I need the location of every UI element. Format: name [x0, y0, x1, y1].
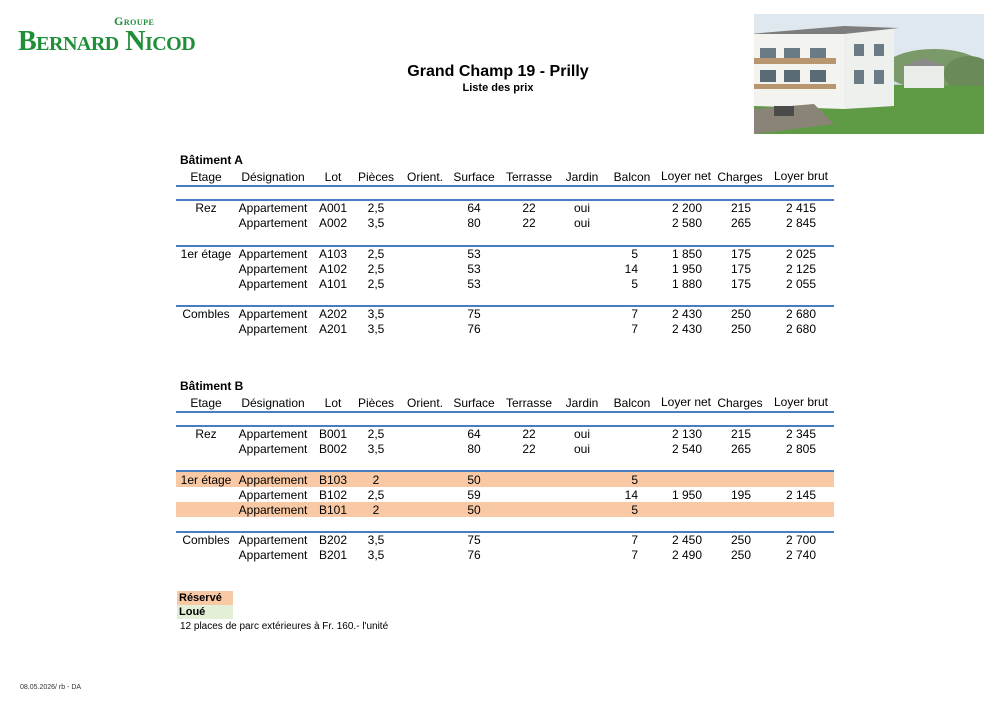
cell-loyer-net: 2 450	[671, 533, 702, 547]
column-header-designation: Désignation	[241, 170, 305, 184]
cell-balcon: 5	[631, 247, 638, 261]
cell-lot: A001	[318, 201, 348, 215]
cell-pieces: 2,5	[367, 427, 385, 441]
cell-loyer-brut: 2 145	[785, 488, 816, 502]
cell-lot: B002	[318, 442, 348, 456]
column-header-charges: Charges	[717, 396, 763, 410]
column-header-jardin: Jardin	[565, 170, 599, 184]
parking-note: 12 places de parc extérieures à Fr. 160.- l'unité	[180, 621, 389, 632]
cell-etage: 1er étage	[180, 247, 232, 261]
cell-pieces: 3,5	[367, 548, 385, 562]
cell-balcon: 5	[631, 473, 638, 487]
cell-surface: 64	[467, 201, 481, 215]
cell-pieces: 2,5	[367, 277, 385, 291]
cell-surface: 50	[467, 503, 481, 517]
cell-loyer-brut: 2 680	[785, 307, 816, 321]
cell-designation: Appartement	[238, 548, 308, 562]
cell-surface: 75	[467, 533, 481, 547]
legend-loue: Loué	[177, 605, 233, 619]
cell-lot: B102	[318, 488, 348, 502]
cell-surface: 80	[467, 216, 481, 230]
cell-loyer-net: 2 490	[671, 548, 702, 562]
cell-surface: 59	[467, 488, 481, 502]
cell-charges: 175	[730, 262, 751, 276]
cell-lot: B103	[318, 473, 348, 487]
cell-jardin: oui	[573, 442, 590, 456]
cell-surface: 76	[467, 322, 481, 336]
cell-lot: A101	[318, 277, 348, 291]
building-photo	[754, 14, 984, 134]
cell-designation: Appartement	[238, 488, 308, 502]
cell-charges: 215	[730, 427, 751, 441]
cell-jardin: oui	[573, 427, 590, 441]
cell-balcon: 5	[631, 277, 638, 291]
cell-charges: 195	[730, 488, 751, 502]
cell-lot: B202	[318, 533, 348, 547]
cell-pieces: 3,5	[367, 216, 385, 230]
cell-etage: 1er étage	[180, 473, 232, 487]
cell-charges: 250	[730, 322, 751, 336]
cell-terrasse: 22	[522, 442, 536, 456]
cell-charges: 265	[730, 216, 751, 230]
cell-loyer-net: 2 130	[671, 427, 702, 441]
cell-designation: Appartement	[238, 277, 308, 291]
cell-balcon: 5	[631, 503, 638, 517]
column-header-terrasse: Terrasse	[505, 396, 552, 410]
cell-lot: A202	[318, 307, 348, 321]
cell-loyer-brut: 2 845	[785, 216, 816, 230]
cell-pieces: 3,5	[367, 307, 385, 321]
cell-designation: Appartement	[238, 216, 308, 230]
column-header-etage: Etage	[190, 170, 222, 184]
cell-loyer-net: 1 880	[671, 277, 702, 291]
cell-lot: A102	[318, 262, 348, 276]
legend-reserve: Réservé	[177, 591, 233, 605]
cell-surface: 64	[467, 427, 481, 441]
column-header-pieces: Pièces	[357, 170, 395, 184]
cell-loyer-brut: 2 025	[785, 247, 816, 261]
cell-surface: 75	[467, 307, 481, 321]
cell-balcon: 14	[624, 262, 638, 276]
cell-loyer-net: 2 540	[671, 442, 702, 456]
cell-surface: 53	[467, 247, 481, 261]
cell-balcon: 7	[631, 533, 638, 547]
cell-surface: 76	[467, 548, 481, 562]
cell-balcon: 7	[631, 307, 638, 321]
cell-terrasse: 22	[522, 427, 536, 441]
cell-charges: 250	[730, 533, 751, 547]
cell-loyer-net: 1 950	[671, 488, 702, 502]
cell-loyer-brut: 2 680	[785, 322, 816, 336]
column-header-lot: Lot	[324, 396, 342, 410]
logo-groupe-text: Groupe	[114, 14, 155, 28]
column-header-loyer-net: Loyer net	[660, 169, 712, 183]
cell-pieces: 2,5	[367, 247, 385, 261]
cell-pieces: 2	[372, 503, 380, 517]
cell-balcon: 7	[631, 322, 638, 336]
column-header-balcon: Balcon	[613, 396, 651, 410]
cell-etage: Combles	[182, 307, 230, 321]
cell-etage: Rez	[195, 427, 217, 441]
cell-loyer-brut: 2 415	[785, 201, 816, 215]
cell-jardin: oui	[573, 201, 590, 215]
column-header-lot: Lot	[324, 170, 342, 184]
cell-pieces: 2	[372, 473, 380, 487]
cell-terrasse: 22	[522, 201, 536, 215]
cell-charges: 250	[730, 307, 751, 321]
cell-charges: 215	[730, 201, 751, 215]
cell-pieces: 3,5	[367, 322, 385, 336]
column-header-orient: Orient.	[406, 170, 443, 184]
cell-designation: Appartement	[238, 427, 308, 441]
cell-designation: Appartement	[238, 473, 308, 487]
page-title: Grand Champ 19 - Prilly	[407, 63, 589, 80]
cell-lot: B201	[318, 548, 348, 562]
cell-loyer-brut: 2 805	[785, 442, 816, 456]
cell-jardin: oui	[573, 216, 590, 230]
rule-line	[176, 185, 834, 187]
cell-loyer-brut: 2 055	[785, 277, 816, 291]
cell-designation: Appartement	[238, 442, 308, 456]
cell-pieces: 2,5	[367, 201, 385, 215]
cell-loyer-net: 2 430	[671, 307, 702, 321]
cell-surface: 80	[467, 442, 481, 456]
cell-loyer-brut: 2 345	[785, 427, 816, 441]
cell-loyer-brut: 2 125	[785, 262, 816, 276]
column-header-charges: Charges	[717, 170, 763, 184]
cell-charges: 175	[730, 277, 751, 291]
cell-lot: A201	[318, 322, 348, 336]
cell-loyer-net: 2 580	[671, 216, 702, 230]
batiment-b-title: Bâtiment B	[180, 379, 244, 393]
cell-etage: Rez	[195, 201, 217, 215]
column-header-loyer-brut: Loyer brut	[773, 395, 829, 409]
cell-designation: Appartement	[238, 533, 308, 547]
column-header-surface: Surface	[453, 396, 495, 410]
column-header-designation: Désignation	[241, 396, 305, 410]
cell-loyer-net: 2 430	[671, 322, 702, 336]
cell-pieces: 3,5	[367, 442, 385, 456]
cell-charges: 250	[730, 548, 751, 562]
column-header-balcon: Balcon	[613, 170, 651, 184]
column-header-terrasse: Terrasse	[505, 170, 552, 184]
batiment-a-title: Bâtiment A	[180, 153, 243, 167]
cell-surface: 50	[467, 473, 481, 487]
column-header-loyer-net: Loyer net	[660, 395, 712, 409]
column-header-surface: Surface	[453, 170, 495, 184]
footer-text: 08.05.2026/ rb - DA	[20, 684, 82, 691]
cell-designation: Appartement	[238, 307, 308, 321]
company-logo	[18, 12, 228, 62]
rule-line	[176, 411, 834, 413]
cell-loyer-net: 1 850	[671, 247, 702, 261]
cell-pieces: 2,5	[367, 262, 385, 276]
column-header-jardin: Jardin	[565, 396, 599, 410]
cell-lot: A103	[318, 247, 348, 261]
cell-designation: Appartement	[238, 262, 308, 276]
cell-lot: A002	[318, 216, 348, 230]
cell-balcon: 7	[631, 548, 638, 562]
cell-pieces: 3,5	[367, 533, 385, 547]
cell-balcon: 14	[624, 488, 638, 502]
column-header-etage: Etage	[190, 396, 222, 410]
cell-lot: B001	[318, 427, 348, 441]
cell-designation: Appartement	[238, 322, 308, 336]
cell-loyer-brut: 2 740	[785, 548, 816, 562]
cell-pieces: 2,5	[367, 488, 385, 502]
cell-etage: Combles	[182, 533, 230, 547]
column-header-loyer-brut: Loyer brut	[773, 169, 829, 183]
cell-surface: 53	[467, 277, 481, 291]
cell-loyer-brut: 2 700	[785, 533, 816, 547]
logo-name-text: Bernard Nicod	[18, 26, 196, 57]
cell-charges: 175	[730, 247, 751, 261]
column-header-orient: Orient.	[406, 396, 443, 410]
cell-designation: Appartement	[238, 503, 308, 517]
cell-surface: 53	[467, 262, 481, 276]
cell-lot: B101	[318, 503, 348, 517]
cell-loyer-net: 1 950	[671, 262, 702, 276]
cell-designation: Appartement	[238, 247, 308, 261]
cell-designation: Appartement	[238, 201, 308, 215]
cell-charges: 265	[730, 442, 751, 456]
cell-terrasse: 22	[522, 216, 536, 230]
column-header-pieces: Pièces	[357, 396, 395, 410]
cell-loyer-net: 2 200	[671, 201, 702, 215]
page-subtitle: Liste des prix	[462, 82, 534, 94]
